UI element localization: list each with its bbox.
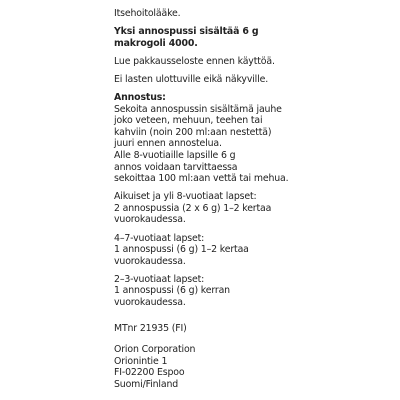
dosage-line: juuri ennen annostelua.: [114, 138, 222, 150]
age-group-label: Aikuiset ja yli 8-vuotiaat lapset:: [114, 191, 257, 203]
age-group-4-7: [114, 233, 394, 268]
product-content-line-2: makrogoli 4000.: [114, 37, 198, 49]
registration-number: MTnr 21935 (FI): [114, 322, 187, 334]
keep-away-notice: Ei lasten ulottuville eikä näkyville.: [114, 73, 269, 85]
company-name: Orion Corporation: [114, 344, 196, 356]
company-country: Suomi/Finland: [114, 378, 179, 390]
keep-away-block: [114, 74, 394, 86]
package-leaflet-text: [114, 8, 394, 397]
age-group-label: 4–7-vuotiaat lapset:: [114, 232, 205, 244]
read-leaflet-notice: Lue pakkausseloste ennen käyttöä.: [114, 55, 275, 67]
self-care-notice: Itsehoitolääke.: [114, 8, 181, 19]
dosage-line: sekoittaa 100 ml:aan vettä tai mehua.: [114, 173, 289, 185]
read-leaflet-block: [114, 56, 394, 68]
self-care-notice-block: [114, 8, 394, 20]
dosage-block: [114, 92, 394, 185]
age-group-adults: [114, 191, 394, 226]
registration-block: [114, 323, 394, 335]
company-street: Orionintie 1: [114, 355, 168, 367]
product-content-block: [114, 26, 394, 49]
company-address: [114, 344, 394, 390]
dosage-line: Sekoita annospussin sisältämä jauhe: [114, 103, 282, 115]
dosage-line: Alle 8-vuotiaille lapsille 6 g: [114, 149, 236, 161]
dosage-line: annos voidaan tarvittaessa: [114, 161, 238, 173]
company-postal: FI-02200 Espoo: [114, 367, 185, 379]
age-group-frequency: vuorokaudessa.: [114, 296, 186, 308]
age-group-2-3: [114, 274, 394, 309]
age-group-dose: 1 annospussi (6 g) kerran: [114, 285, 230, 297]
age-group-dose: 2 annospussia (2 x 6 g) 1–2 kertaa: [114, 202, 272, 214]
dosage-line: joko veteen, mehuun, teehen tai: [114, 115, 263, 127]
dosage-heading: Annostus:: [114, 91, 166, 103]
age-group-dose: 1 annospussi (6 g) 1–2 kertaa: [114, 244, 249, 256]
age-group-label: 2–3-vuotiaat lapset:: [114, 273, 205, 285]
age-group-frequency: vuorokaudessa.: [114, 214, 186, 226]
age-group-frequency: vuorokaudessa.: [114, 255, 186, 267]
dosage-line: kahviin (noin 200 ml:aan nestettä): [114, 126, 272, 138]
product-content-line-1: Yksi annospussi sisältää 6 g: [114, 26, 259, 38]
